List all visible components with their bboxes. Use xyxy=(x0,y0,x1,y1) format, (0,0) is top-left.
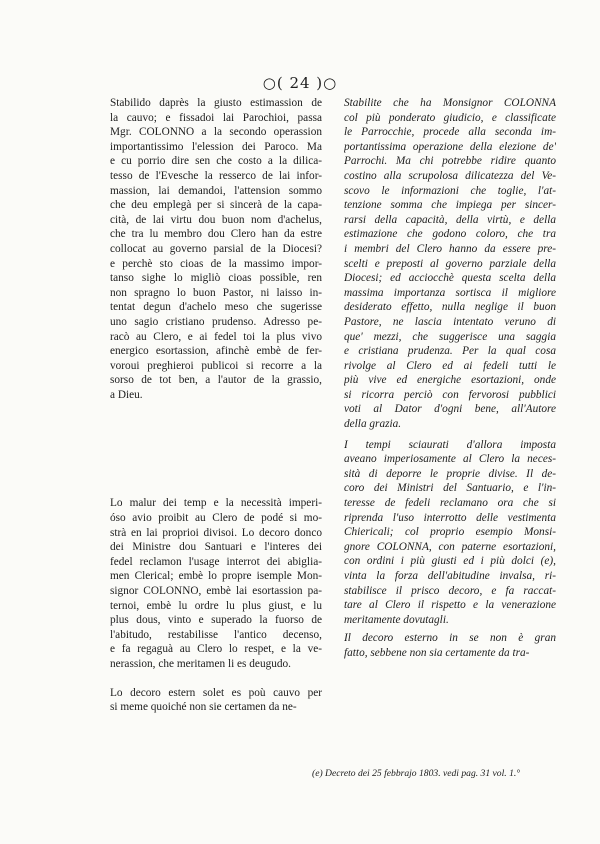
text-line: Il decoro esterno in se non è gran xyxy=(344,632,556,645)
text-line: signor COLONNO, embè lai esortassion pa- xyxy=(110,585,322,598)
text-line: costino alla scrupolosa dilicatezza del Ve- xyxy=(344,169,556,182)
text-line: sità di deporre le proprie divise. Il de- xyxy=(344,467,556,480)
text-line: che deu emplegà per si sincerà de la capa- xyxy=(110,199,322,212)
text-line: Pastore, ne lascia intentato veruno di xyxy=(344,315,556,328)
text-line: Parrochi. Ma chi potrebbe ridire quanto xyxy=(344,155,556,168)
text-line: Stabilite che ha Monsignor COLONNA xyxy=(344,97,556,109)
text-line: si ricorra perciò con fervorosi pubblici xyxy=(344,388,556,401)
text-line: riprenda l'uso interrotto delle vestimenta xyxy=(344,511,556,524)
text-line: a Dieu. xyxy=(110,388,143,401)
text-line: cità, de lai virtu dou buon nom d'achelus, xyxy=(110,213,322,226)
text-line: men Clerical; embè lo propre isemple Mon- xyxy=(110,570,322,583)
page-number: ○( 24 )○ xyxy=(262,74,338,92)
text-line: collocat au governo parsial de la Diocesi? xyxy=(110,242,322,255)
text-line: e cristiana prudenza. Per la qual cosa xyxy=(344,345,556,358)
text-line: importantissimo l'elession dei Paroco. Ma xyxy=(110,140,322,153)
text-line: non spragno lo buon Pastor, ni laisso in- xyxy=(110,286,322,299)
text-line: Mgr. COLONNO a la secondo operassion xyxy=(110,126,322,139)
text-line: I tempi sciaurati d'allora imposta xyxy=(344,438,556,451)
text-line: si meme quoiché non sie certamen da ne- xyxy=(110,701,297,714)
text-line: teresse de fedeli reclamano ora che si xyxy=(344,497,556,510)
text-line: que' mezzi, che suggerisce una saggia xyxy=(344,330,556,343)
text-line: fedel reclamon l'usage interrot dei abiglia- xyxy=(110,555,322,568)
text-line: scovo le informazioni che toglie, l'at- xyxy=(344,184,556,197)
text-line: l'abitudo, restabilisse l'antico decenso, xyxy=(110,628,322,641)
left-column-dialect-text xyxy=(110,96,322,715)
text-line: coro dei Ministri del Santuario, e l'in- xyxy=(344,482,556,495)
text-line: tentat degun d'achelo meso che sugerisse xyxy=(110,301,322,314)
text-line: voti al Dator d'ogni bene, all'Autore xyxy=(344,403,556,416)
paragraph xyxy=(344,96,556,432)
text-line: rivolge al Clero ed ai fedeli tutti le xyxy=(344,359,556,372)
text-line: dei Ministre dou Santuari e l'interes dei xyxy=(110,541,322,554)
text-line: racò au Clero, e ai fedel toi la plus vivo xyxy=(110,330,322,343)
text-line: strà en lai proprioi divisoi. Lo decoro donco xyxy=(110,526,322,539)
text-line: i membri del Clero hanno da essere pre- xyxy=(344,242,556,255)
text-line: Diocesi; ed acciocchè questa scelta della xyxy=(344,272,556,285)
paragraph xyxy=(110,686,322,715)
text-line: plus dous, vinto e superado la fuorso de xyxy=(110,614,322,627)
paragraph-gap xyxy=(110,402,322,496)
text-line: sorso de tot ben, a l'autor de la grassio, xyxy=(110,374,322,387)
text-line: nerassion, che meritamen li es deugudo. xyxy=(110,658,292,670)
text-line: gnore COLONNA, con paterne esortazioni, xyxy=(344,540,556,553)
text-line: óso avio proibit au Clero de podé si mo- xyxy=(110,512,322,525)
text-line: della grazia. xyxy=(344,418,402,431)
text-line: aveano imperiosamente al Clero la neces- xyxy=(344,453,556,466)
footnote: (e) Decreto dei 25 febbrajo 1803. vedi pag. 31 vol. 1.° xyxy=(312,768,521,779)
paragraph-gap xyxy=(110,672,322,686)
paragraph xyxy=(344,438,556,628)
text-line: massima importanza sortisca il migliore xyxy=(344,286,556,299)
text-line: tenzione somma che impiega per sincer- xyxy=(344,199,556,212)
text-line: e cu porrio dire sen che costo a la dilica- xyxy=(110,155,322,168)
text-line: estimazione che godono coloro, che tra xyxy=(344,228,556,241)
text-line: e fa regaguà au Clero lo respet, e la ve- xyxy=(110,643,322,656)
text-line: tesso de l'Evesche la resserco de lai infor- xyxy=(110,169,322,182)
paragraph xyxy=(110,96,322,402)
text-line: meritamente dovutagli. xyxy=(344,613,449,626)
text-line: tare al Clero il rispetto e la venerazione xyxy=(344,599,556,612)
text-line: scelti e preposti al governo parziale della xyxy=(344,257,556,270)
text-line: col più ponderato giudicio, e classificate xyxy=(344,111,556,124)
text-line: più vive ed energiche esortazioni, onde xyxy=(344,374,556,387)
text-line: portantissima operazione della elezione de' xyxy=(344,140,556,153)
text-line: Stabilido daprès la giusto estimassion de xyxy=(110,97,322,109)
text-line: rarsi della capacità, della virtù, e della xyxy=(344,213,556,226)
text-line: Lo decoro estern solet es poù cauvo per xyxy=(110,686,322,699)
text-line: Lo malur dei temp e la necessità imperi- xyxy=(110,497,322,510)
text-line: ternoi, embè lu ordre lu plus giust, e lu xyxy=(110,599,322,612)
paragraph xyxy=(110,496,322,671)
text-line: che tra lu membro dou Clero han da estre xyxy=(110,228,322,241)
text-line: voroui preghieroi publicoi si recorre a la xyxy=(110,359,322,372)
text-line: vinta la forza dell'abitudine invalsa, ri- xyxy=(344,570,556,582)
text-line: Chiericali; col proprio esempio Monsi- xyxy=(344,526,556,539)
text-line: tanso sighe lo migliò cioas possible, ren xyxy=(110,272,322,285)
text-line: stabilisce il prisco decoro, e fa raccat- xyxy=(344,584,556,597)
paragraph xyxy=(344,631,556,660)
text-line: la cauvo; e fissadoi lai Parochioi, passa xyxy=(110,111,322,124)
text-line: e perchè sto cioas de la massimo impor- xyxy=(110,257,322,270)
text-line: massion, lai demandoi, l'attension sommo xyxy=(110,184,322,197)
text-line: uno sagio cristiano prudenso. Adresso pe- xyxy=(110,315,322,328)
text-line: le Parrocchie, procede alla seconda im- xyxy=(344,126,556,139)
text-line: fatto, sebbene non sia certamente da tra- xyxy=(344,646,530,659)
text-line: energico esortassion, afinchè embè de fer- xyxy=(110,345,322,358)
text-line: desiderato effetto, nulla neglige il buon xyxy=(344,301,556,314)
text-line: con ordini i più giusti ed i più dolci (e), xyxy=(344,555,556,568)
right-column-italian-text xyxy=(344,96,556,661)
